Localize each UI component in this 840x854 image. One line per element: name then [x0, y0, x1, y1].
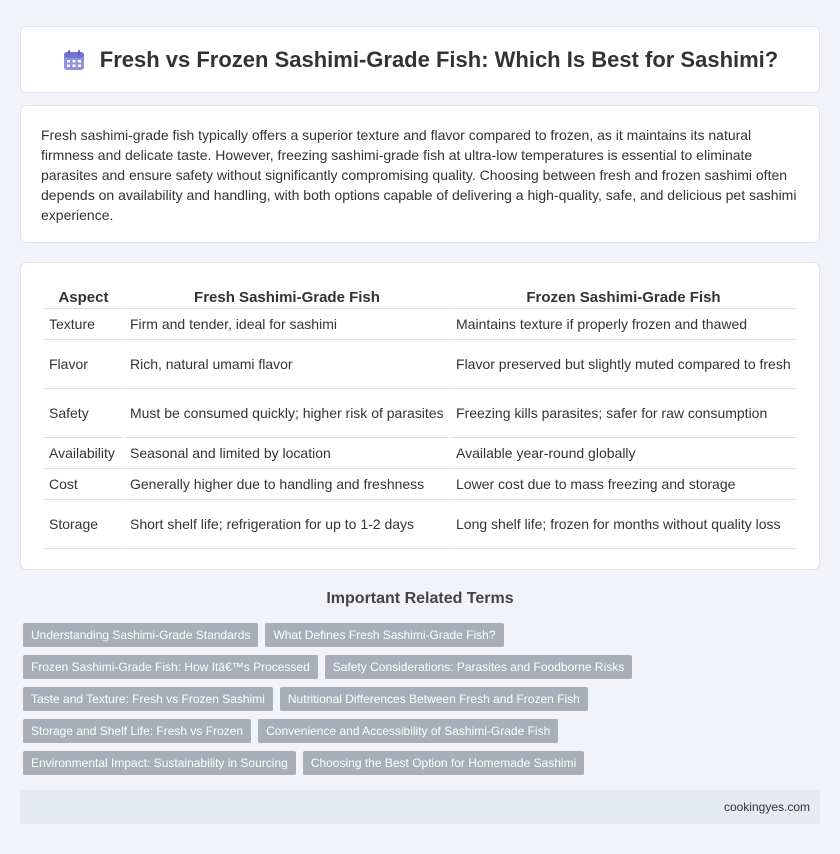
cell-aspect: Cost [44, 469, 123, 500]
comparison-table [42, 283, 798, 549]
cell-fresh: Short shelf life; refrigeration for up to 1-2 days [125, 500, 449, 549]
related-term-tag[interactable]: Environmental Impact: Sustainability in Sourcing [23, 751, 296, 775]
table-row [44, 438, 796, 469]
table-row [44, 469, 796, 500]
table-row [44, 309, 796, 340]
table-header-row [44, 283, 796, 309]
cell-aspect: Flavor [44, 340, 123, 389]
related-term-tag[interactable]: Understanding Sashimi-Grade Standards [23, 623, 258, 647]
related-term-tag[interactable]: Safety Considerations: Parasites and Foodborne Risks [325, 655, 633, 679]
table-row [44, 340, 796, 389]
cell-fresh: Generally higher due to handling and freshness [125, 469, 449, 500]
intro-paragraph: Fresh sashimi-grade fish typically offers a superior texture and flavor compared to frozen, as it maintains its natural firmness and delicate taste. However, freezing sashimi-grade fish at ultra-low temperatures is essential to eliminate parasites and ensure safety without significantly compromising quality. Choosing between fresh and frozen sashimi often depends on availability and handling, with both options capable of delivering a high-quality, safe, and delicious pet sashimi experience. [41, 127, 797, 223]
cell-fresh: Rich, natural umami flavor [125, 340, 449, 389]
cell-frozen: Available year-round globally [451, 438, 796, 469]
cell-frozen: Long shelf life; frozen for months without quality loss [451, 500, 796, 549]
related-term-tag[interactable]: Choosing the Best Option for Homemade Sashimi [303, 751, 584, 775]
title-card [20, 26, 820, 93]
table-row [44, 389, 796, 438]
related-term-tag[interactable]: Convenience and Accessibility of Sashimi-Grade Fish [258, 719, 558, 743]
cell-frozen: Maintains texture if properly frozen and thawed [451, 309, 796, 340]
related-terms-title: Important Related Terms [326, 590, 514, 607]
cell-frozen: Freezing kills parasites; safer for raw consumption [451, 389, 796, 438]
footer-site-link[interactable]: cookingyes.com [723, 800, 810, 814]
header-aspect: Aspect [44, 283, 123, 309]
related-terms-list [23, 623, 803, 775]
cell-frozen: Lower cost due to mass freezing and storage [451, 469, 796, 500]
cell-fresh: Seasonal and limited by location [125, 438, 449, 469]
cell-aspect: Storage [44, 500, 123, 549]
calendar-icon [62, 48, 86, 72]
page-title: Fresh vs Frozen Sashimi-Grade Fish: Which Is Best for Sashimi? [99, 46, 779, 72]
intro-card [20, 105, 820, 243]
cell-aspect: Texture [44, 309, 123, 340]
footer [20, 790, 820, 824]
comparison-table-card [20, 262, 820, 570]
related-term-tag[interactable]: Taste and Texture: Fresh vs Frozen Sashimi [23, 687, 273, 711]
related-term-tag[interactable]: What Defines Fresh Sashimi-Grade Fish? [265, 623, 503, 647]
header-fresh: Fresh Sashimi-Grade Fish [125, 283, 449, 309]
cell-fresh: Firm and tender, ideal for sashimi [125, 309, 449, 340]
related-term-tag[interactable]: Nutritional Differences Between Fresh and Frozen Fish [280, 687, 588, 711]
cell-fresh: Must be consumed quickly; higher risk of parasites [125, 389, 449, 438]
related-term-tag[interactable]: Storage and Shelf Life: Fresh vs Frozen [23, 719, 251, 743]
cell-frozen: Flavor preserved but slightly muted compared to fresh [451, 340, 796, 389]
cell-aspect: Availability [44, 438, 123, 469]
header-frozen: Frozen Sashimi-Grade Fish [451, 283, 796, 309]
cell-aspect: Safety [44, 389, 123, 438]
related-term-tag[interactable]: Frozen Sashimi-Grade Fish: How Itâ€™s Processed [23, 655, 318, 679]
table-row [44, 500, 796, 549]
